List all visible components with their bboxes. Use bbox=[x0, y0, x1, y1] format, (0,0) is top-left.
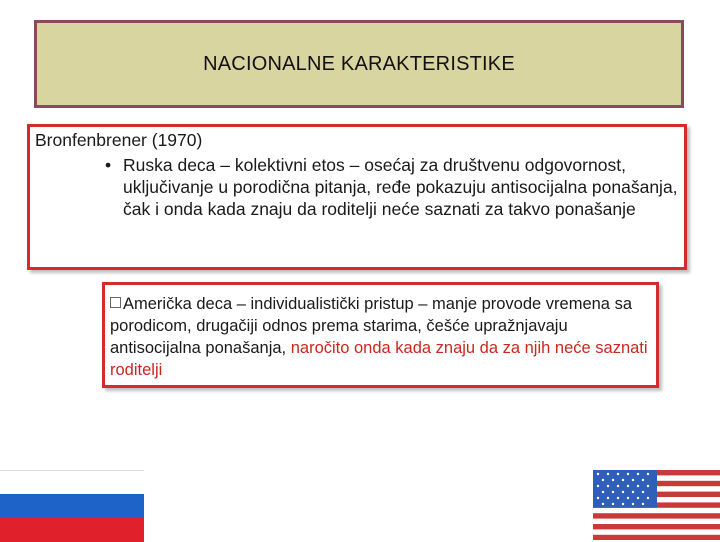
russian-flag-icon bbox=[0, 470, 144, 540]
bullet-item bbox=[105, 154, 680, 220]
bronfenbrener-box bbox=[27, 124, 687, 270]
plain-text: Američka deca – individualistički pristup – manje provode vremena sa porodicom, drugačiji odnos prema starima, češće upražnjavaju antisocijalna ponašanja, bbox=[110, 295, 632, 357]
american-children-text bbox=[110, 293, 655, 381]
american-children-box bbox=[102, 282, 659, 388]
bullet-text: Ruska deca – kolektivni etos – osećaj za društvenu odgovornost, uključivanje u porodična pitanja, ređe pokazuju antisocijalna ponašanja, čak i onda kada znaju da roditelji neće saznati za takvo ponašanje bbox=[123, 155, 678, 219]
checkbox-square-icon bbox=[110, 297, 121, 308]
title-banner bbox=[34, 20, 684, 108]
bullet-marker: • bbox=[105, 155, 112, 175]
section-heading: Bronfenbrener (1970) bbox=[35, 130, 203, 150]
emphasis-text: naročito onda kada znaju da za njih neće saznati roditelji bbox=[110, 339, 648, 379]
page-title: NACIONALNE KARAKTERISTIKE bbox=[203, 52, 515, 75]
us-flag-icon bbox=[593, 470, 720, 540]
